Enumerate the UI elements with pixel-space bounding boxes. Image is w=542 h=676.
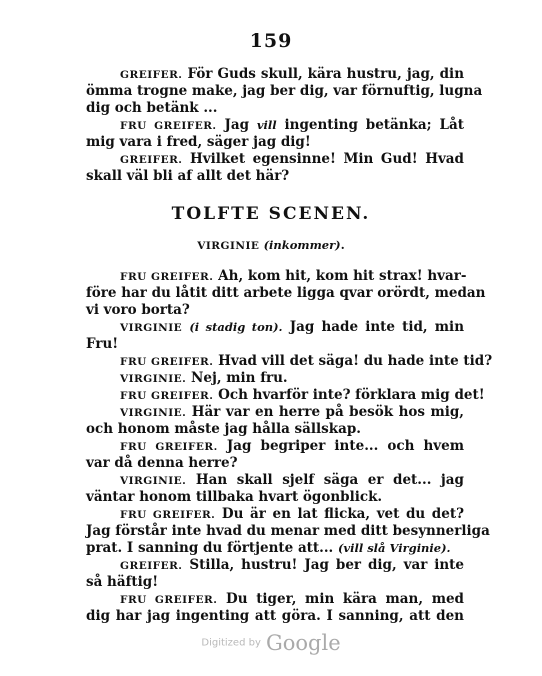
line-text: Jag hade inte tid, min — [289, 319, 465, 335]
line-text: Fru! — [86, 336, 119, 352]
dialogue-block-1 — [86, 66, 483, 185]
speaker-name: GREIFER. — [120, 154, 183, 166]
speaker-name: VIRGINIE. — [120, 373, 187, 385]
entry-stage-direction: (inkommer) — [263, 238, 341, 252]
speaker-name: GREIFER. — [120, 69, 183, 81]
speaker-name: FRU GREIFER. — [120, 441, 218, 453]
speaker-name: FRU GREIFER. — [120, 390, 214, 402]
speaker-name: FRU GREIFER. — [120, 594, 218, 606]
text-line — [86, 302, 464, 319]
stage-direction: (i stadig ton). — [189, 320, 283, 334]
text-line — [86, 83, 483, 100]
text-line — [86, 404, 464, 421]
text-line — [86, 455, 464, 472]
text-line — [86, 66, 464, 83]
text-line — [86, 387, 485, 404]
line-text: Jag begriper inte... och hvem — [226, 438, 464, 454]
line-text: dig har jag ingenting att göra. I sanning, att den — [86, 608, 464, 624]
text-line — [86, 438, 464, 455]
line-text: Hvilket egensinne! Min Gud! Hvad — [190, 151, 464, 167]
line-text: prat. I sanning du förtjente att... — [86, 540, 334, 556]
text-line — [86, 421, 464, 438]
dialogue-block-2 — [86, 268, 493, 625]
speaker-name: VIRGINIE. — [120, 475, 187, 487]
text-line — [86, 168, 464, 185]
text-line — [86, 523, 490, 540]
line-text: så häftig! — [86, 574, 159, 590]
text-line — [86, 489, 464, 506]
line-text: skall väl bli af allt det här? — [86, 168, 290, 184]
line-text: Hvad vill det säga! du hade inte tid? — [218, 353, 493, 369]
line-text: vi voro borta? — [86, 302, 190, 318]
speaker-name: FRU GREIFER. — [120, 509, 216, 521]
text-line — [86, 134, 464, 151]
page-number: 159 — [249, 30, 293, 52]
digitized-watermark — [0, 631, 542, 655]
text-line — [86, 540, 464, 557]
line-text: Ah, kom hit, kom hit strax! hvar- — [218, 268, 467, 284]
text-line — [86, 608, 464, 625]
speaker-name: GREIFER. — [120, 560, 183, 572]
text-line — [86, 117, 464, 134]
stage-direction: (vill slå Virginie). — [337, 541, 451, 555]
line-text: dig och betänk ... — [86, 100, 218, 116]
speaker-name: VIRGINIE. — [120, 407, 187, 419]
line-text: Jag förstår inte hvad du menar med ditt besynnerliga — [86, 523, 490, 539]
speaker-name: FRU GREIFER. — [120, 356, 214, 368]
line-text: mig vara i fred, säger jag dig! — [86, 134, 311, 150]
character-entry — [0, 238, 542, 252]
scene-title: TOLFTE SCENEN. — [171, 204, 371, 224]
line-text: Nej, min fru. — [191, 370, 288, 386]
text-line — [86, 268, 467, 285]
watermark-prefix: Digitized by — [201, 637, 261, 649]
entry-tail: . — [340, 238, 345, 252]
google-logo: Google — [265, 631, 341, 655]
line-text: Han skall sjelf säga er det... jag — [195, 472, 464, 488]
line-text: före har du låtit ditt arbete ligga qvar orördt, medan — [86, 285, 486, 301]
text-line — [86, 353, 493, 370]
text-line — [86, 151, 464, 168]
text-line — [86, 574, 464, 591]
line-text: väntar honom tillbaka hvart ögonblick. — [86, 489, 383, 505]
line-text: Du tiger, min kära man, med — [226, 591, 465, 607]
text-line — [86, 472, 464, 489]
text-line — [86, 370, 464, 387]
speaker-name: VIRGINIE — [120, 322, 183, 334]
line-text: ingenting betänka; Låt — [284, 117, 464, 133]
line-text: Och hvarför inte? förklara mig det! — [218, 387, 485, 403]
text-line — [86, 100, 464, 117]
speaker-name: FRU GREIFER. — [120, 120, 217, 132]
text-line — [86, 336, 464, 353]
entry-speaker: VIRGINIE — [197, 240, 260, 252]
speaker-name: FRU GREIFER. — [120, 271, 214, 283]
text-line — [86, 557, 464, 574]
text-line — [86, 319, 464, 336]
line-text: Du är en lat flicka, vet du det? — [221, 506, 464, 522]
line-text: och honom måste jag hålla sällskap. — [86, 421, 362, 437]
line-text: var då denna herre? — [86, 455, 238, 471]
line-text: Stilla, hustru! Jag ber dig, var inte — [189, 557, 465, 573]
line-text: ömma trogne make, jag ber dig, var förnuftig, lugna — [86, 83, 483, 99]
text-line — [86, 285, 486, 302]
stage-direction: vill — [256, 118, 277, 132]
text-line — [86, 506, 464, 523]
line-text: Här var en herre på besök hos mig, — [191, 404, 464, 420]
text-line — [86, 591, 464, 608]
line-text: För Guds skull, kära hustru, jag, din — [187, 66, 465, 82]
line-text: Jag — [224, 117, 250, 133]
